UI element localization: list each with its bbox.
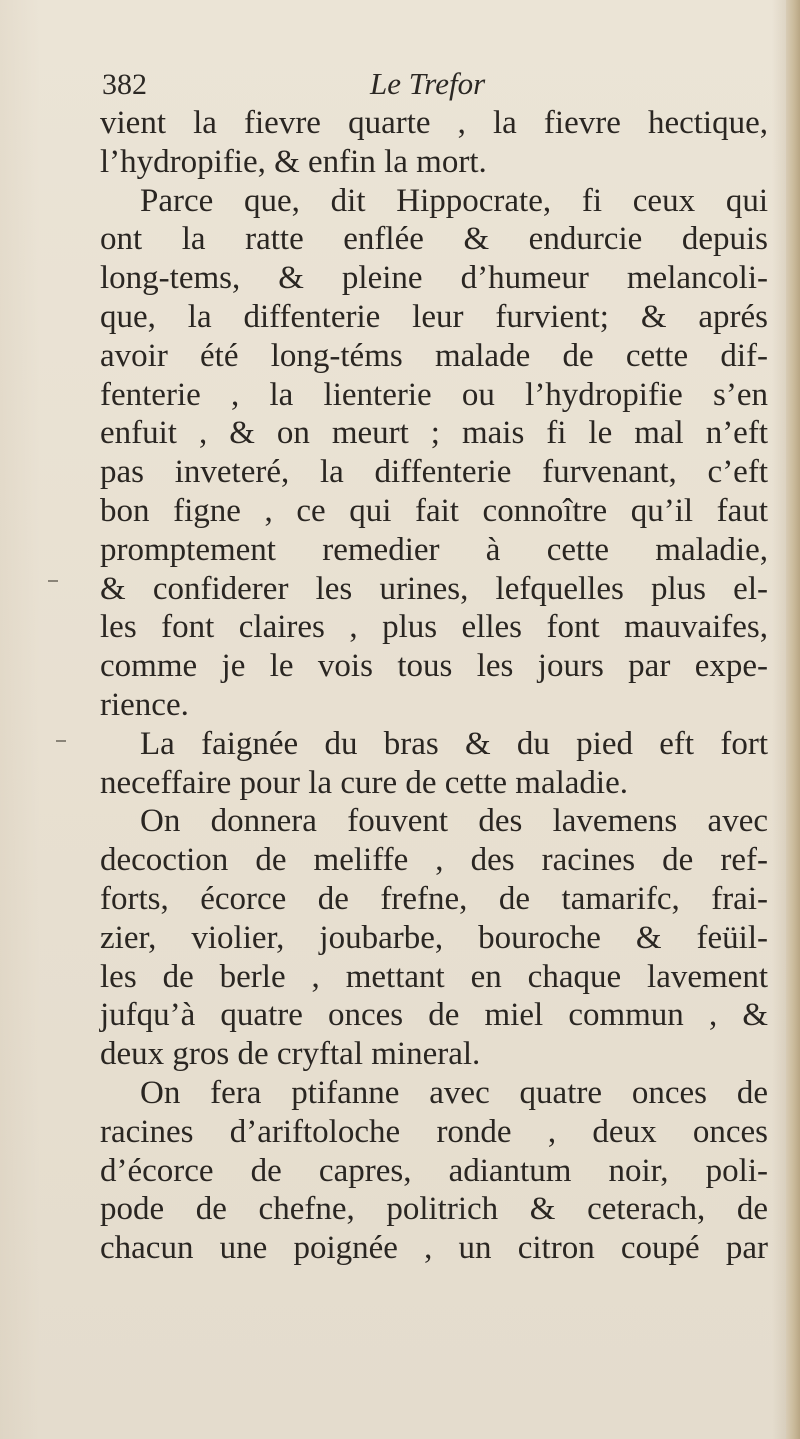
text-line: chacun une poignée , un citron coupé par — [100, 1230, 768, 1267]
text-line: La faignée du bras & du pied eft fort — [140, 725, 768, 762]
text-line: vient la fievre quarte , la fievre hectique, — [100, 105, 768, 141]
page-header — [102, 64, 762, 108]
margin-mark — [48, 580, 58, 582]
text-line: que, la diffenterie leur furvient; & aprés — [100, 298, 768, 335]
page-body — [100, 104, 768, 1268]
text-line: decoction de meliffe , des racines de ref- — [100, 842, 768, 879]
text-line: Parce que, dit Hippocrate, fi ceux qui — [140, 182, 768, 219]
text-line: On fera ptifanne avec quatre onces de — [140, 1074, 768, 1111]
text-line: comme je le vois tous les jours par expe- — [100, 648, 768, 685]
text-line: ont la ratte enflée & endurcie depuis — [100, 221, 768, 258]
text-line: bon figne , ce qui fait connoître qu’il faut — [100, 492, 768, 529]
text-line: d’écorce de capres, adiantum noir, poli- — [100, 1152, 768, 1189]
text-line: rience. — [100, 686, 189, 723]
page-edge — [786, 0, 800, 1439]
text-line: zier, violier, joubarbe, bouroche & feüil- — [100, 919, 768, 956]
paragraph — [100, 725, 768, 803]
running-title: Le Trefor — [370, 66, 486, 101]
text-line: long-tems, & pleine d’humeur melancoli- — [100, 260, 768, 297]
text-line: forts, écorce de frefne, de tamarifc, frai- — [100, 880, 768, 917]
text-line: les de berle , mettant en chaque lavement — [100, 958, 768, 995]
text-line: enfuit , & on meurt ; mais fi le mal n’eft — [100, 415, 768, 452]
paragraph — [100, 104, 768, 182]
paragraph — [100, 802, 768, 1074]
text-line: & confiderer les urines, lefquelles plus el- — [100, 570, 768, 607]
text-line: les font claires , plus elles font mauvaifes, — [100, 609, 768, 646]
text-line: neceffaire pour la cure de cette maladie. — [100, 764, 628, 801]
page-number: 382 — [102, 68, 147, 101]
text-line: avoir été long-téms malade de cette dif- — [100, 337, 768, 374]
text-line: On donnera fouvent des lavemens avec — [140, 803, 768, 840]
text-line: racines d’ariftoloche ronde , deux onces — [100, 1113, 768, 1150]
text-line: pode de chefne, politrich & ceterach, de — [100, 1191, 768, 1228]
text-line: deux gros de cryftal mineral. — [100, 1036, 481, 1073]
margin-mark — [56, 740, 66, 742]
text-line: pas inveteré, la diffenterie furvenant, c’eft — [100, 454, 768, 491]
paragraph — [100, 182, 768, 725]
text-line: promptement remedier à cette maladie, — [100, 531, 768, 568]
text-line: fenterie , la lienterie ou l’hydropifie s’en — [100, 376, 768, 413]
text-line: jufqu’à quatre onces de miel commun , & — [100, 997, 768, 1034]
paragraph — [100, 1074, 768, 1268]
text-line: l’hydropifie, & enfin la mort. — [100, 143, 487, 180]
